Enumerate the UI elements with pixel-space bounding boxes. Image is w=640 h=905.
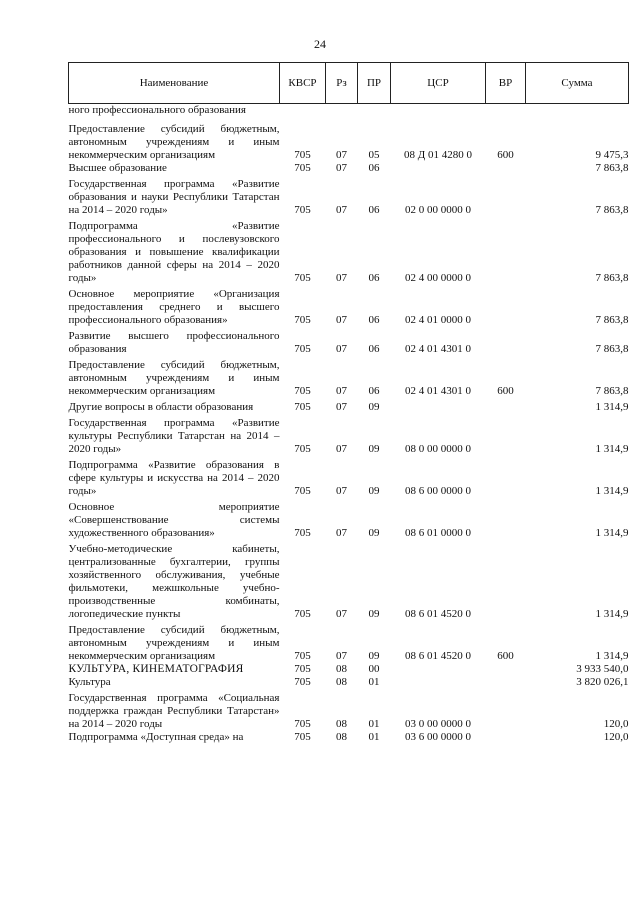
cell-csr: 03 6 00 0000 0 <box>405 731 471 743</box>
cell-rz: 07 <box>336 527 347 539</box>
cell-name: Подпрограмма «Развитие образования в сфере культуры и искусства на 2014 – 2020 годы» <box>68 459 280 497</box>
cell-pr: 06 <box>368 204 380 216</box>
cell-name: Предоставление субсидий бюджетным, автономным учреждениям и иным некоммерческим организациям <box>68 624 280 662</box>
cell-vr <box>486 175 526 217</box>
cell-kvsr: 705 <box>294 149 311 161</box>
table-row <box>69 398 629 414</box>
cell-rz: 07 <box>336 443 347 455</box>
cell-kvsr: 705 <box>294 385 311 397</box>
cell-rz: 07 <box>336 485 347 497</box>
table-row <box>69 104 629 118</box>
cell-rz: 08 <box>336 731 347 743</box>
cell-vr <box>486 414 526 456</box>
cell-sum: 7 863,8 <box>595 162 629 174</box>
table-row <box>69 414 629 456</box>
cell-sum: 1 314,9 <box>595 527 629 539</box>
cell-name: Развитие высшего профессионального образования <box>68 330 280 355</box>
table-row <box>69 676 629 689</box>
cell-pr: 09 <box>368 401 380 413</box>
cell-sum: 7 863,8 <box>595 204 629 216</box>
cell-sum: 1 314,9 <box>595 608 629 620</box>
cell-vr <box>486 104 526 118</box>
cell-name: КУЛЬТУРА, КИНЕМАТОГРАФИЯ <box>68 663 244 675</box>
cell-kvsr: 705 <box>294 443 311 455</box>
cell-vr <box>486 217 526 285</box>
cell-rz: 07 <box>336 272 347 284</box>
cell-kvsr: 705 <box>294 527 311 539</box>
cell-name: Культура <box>68 676 111 688</box>
cell-sum: 7 863,8 <box>595 314 629 326</box>
cell-pr: 09 <box>368 443 380 455</box>
cell-kvsr: 705 <box>294 608 311 620</box>
cell-vr: 600 <box>497 385 514 397</box>
cell-sum: 3 933 540,0 <box>576 663 629 675</box>
cell-csr <box>391 104 486 118</box>
cell-rz: 08 <box>336 718 347 730</box>
cell-sum: 9 475,3 <box>595 149 629 161</box>
cell-csr: 02 4 01 0000 0 <box>405 314 471 326</box>
table-row <box>69 663 629 676</box>
cell-name: Учебно-методические кабинеты, централизованные бухгалтерии, группы хозяйственного обслуживания, учебные фильмотеки, межшкольные учебно-производственные комбинаты, логопедические пункты <box>68 543 280 620</box>
cell-pr: 09 <box>368 608 380 620</box>
cell-pr <box>358 104 391 118</box>
cell-name: Подпрограмма «Доступная среда» на <box>68 731 244 743</box>
cell-pr: 01 <box>368 718 380 730</box>
cell-rz: 07 <box>336 650 347 662</box>
table-row <box>69 162 629 175</box>
cell-vr <box>486 540 526 621</box>
cell-kvsr: 705 <box>294 204 311 216</box>
cell-csr: 08 6 01 0000 0 <box>405 527 471 539</box>
cell-pr: 06 <box>368 314 380 326</box>
table-body <box>69 104 629 745</box>
cell-name: Предоставление субсидий бюджетным, автономным учреждениям и иным некоммерческим организациям <box>68 123 280 161</box>
cell-csr <box>391 676 486 689</box>
cell-rz: 07 <box>336 162 347 174</box>
cell-pr: 06 <box>368 272 380 284</box>
cell-sum: 1 314,9 <box>595 650 629 662</box>
cell-name: Высшее образование <box>68 162 167 174</box>
cell-vr <box>486 398 526 414</box>
header-rz: Рз <box>326 63 358 104</box>
cell-pr: 01 <box>368 731 380 743</box>
cell-kvsr: 705 <box>294 485 311 497</box>
cell-csr: 03 0 00 0000 0 <box>405 718 471 730</box>
cell-vr <box>486 285 526 327</box>
cell-csr: 02 4 01 4301 0 <box>405 385 471 397</box>
cell-sum: 3 820 026,1 <box>576 676 629 688</box>
cell-vr <box>486 162 526 175</box>
cell-pr: 09 <box>368 527 380 539</box>
header-sum: Сумма <box>526 63 629 104</box>
cell-sum: 1 314,9 <box>595 485 629 497</box>
table-row <box>69 540 629 621</box>
cell-name: Предоставление субсидий бюджетным, автономным учреждениям и иным некоммерческим организациям <box>68 359 280 397</box>
cell-csr: 02 4 01 4301 0 <box>405 343 471 355</box>
header-csr: ЦСР <box>391 63 486 104</box>
cell-pr: 06 <box>368 385 380 397</box>
cell-pr: 09 <box>368 650 380 662</box>
cell-vr <box>486 689 526 731</box>
cell-csr: 08 6 01 4520 0 <box>405 650 471 662</box>
cell-sum: 1 314,9 <box>595 401 629 413</box>
header-kvsr: КВСР <box>280 63 326 104</box>
table-row <box>69 327 629 356</box>
table-row <box>69 217 629 285</box>
header-name: Наименование <box>69 63 280 104</box>
cell-name: Основное мероприятие «Совершенствование системы художественного образования» <box>68 501 280 539</box>
table-header <box>69 63 629 104</box>
cell-sum: 7 863,8 <box>595 343 629 355</box>
cell-vr <box>486 456 526 498</box>
cell-vr <box>486 731 526 744</box>
cell-name: Государственная программа «Развитие образования и науки Республики Татарстан на 2014 – 2020 годы» <box>68 178 280 216</box>
cell-sum: 120,0 <box>603 731 629 743</box>
cell-rz <box>326 104 358 118</box>
cell-pr: 01 <box>368 676 380 688</box>
header-vr: ВР <box>486 63 526 104</box>
cell-csr: 02 0 00 0000 0 <box>405 204 471 216</box>
cell-csr: 02 4 00 0000 0 <box>405 272 471 284</box>
cell-sum: 7 863,8 <box>595 385 629 397</box>
cell-csr <box>391 663 486 676</box>
cell-kvsr: 705 <box>294 676 311 688</box>
cell-pr: 00 <box>368 663 380 675</box>
cell-name: ного профессионального образования <box>68 104 246 116</box>
cell-csr <box>391 162 486 175</box>
cell-vr: 600 <box>497 149 514 161</box>
cell-kvsr: 705 <box>294 272 311 284</box>
cell-pr: 09 <box>368 485 380 497</box>
cell-sum: 1 314,9 <box>595 443 629 455</box>
cell-kvsr: 705 <box>294 314 311 326</box>
cell-name: Основное мероприятие «Организация предоставления среднего и высшего профессионального образования» <box>68 288 280 326</box>
header-pr: ПР <box>358 63 391 104</box>
cell-rz: 07 <box>336 314 347 326</box>
cell-rz: 07 <box>336 149 347 161</box>
cell-kvsr: 705 <box>294 162 311 174</box>
budget-table <box>68 62 629 744</box>
cell-name: Другие вопросы в области образования <box>68 401 254 413</box>
cell-kvsr: 705 <box>294 731 311 743</box>
cell-pr: 05 <box>368 149 380 161</box>
table-row <box>69 356 629 398</box>
cell-sum: 120,0 <box>603 718 629 730</box>
cell-csr <box>391 398 486 414</box>
table-row <box>69 285 629 327</box>
cell-vr <box>486 676 526 689</box>
table-row <box>69 689 629 731</box>
cell-csr: 08 6 00 0000 0 <box>405 485 471 497</box>
cell-sum: 7 863,8 <box>595 272 629 284</box>
cell-kvsr <box>280 104 326 118</box>
cell-rz: 07 <box>336 343 347 355</box>
cell-vr <box>486 498 526 540</box>
cell-kvsr: 705 <box>294 401 311 413</box>
cell-rz: 07 <box>336 204 347 216</box>
cell-name: Подпрограмма «Развитие профессионального и послевузовского образования и повышение квалификации работников данной сферы на 2014 – 2020 годы» <box>68 220 280 284</box>
cell-kvsr: 705 <box>294 650 311 662</box>
page-number: 24 <box>314 37 326 51</box>
cell-rz: 07 <box>336 401 347 413</box>
cell-rz: 07 <box>336 385 347 397</box>
cell-csr: 08 6 01 4520 0 <box>405 608 471 620</box>
cell-csr: 08 0 00 0000 0 <box>405 443 471 455</box>
table-row <box>69 117 629 162</box>
cell-csr: 08 Д 01 4280 0 <box>403 149 472 161</box>
table-row <box>69 456 629 498</box>
cell-kvsr: 705 <box>294 663 311 675</box>
table-row <box>69 498 629 540</box>
cell-vr <box>486 663 526 676</box>
cell-kvsr: 705 <box>294 343 311 355</box>
cell-rz: 08 <box>336 663 347 675</box>
cell-kvsr: 705 <box>294 718 311 730</box>
cell-pr: 06 <box>368 162 380 174</box>
cell-name: Государственная программа «Развитие культуры Республики Татарстан на 2014 – 2020 годы» <box>68 417 280 455</box>
cell-rz: 07 <box>336 608 347 620</box>
cell-pr: 06 <box>368 343 380 355</box>
cell-rz: 08 <box>336 676 347 688</box>
table-row <box>69 731 629 744</box>
table-row <box>69 621 629 663</box>
cell-vr: 600 <box>497 650 514 662</box>
cell-sum <box>526 104 629 118</box>
cell-name: Государственная программа «Социальная поддержка граждан Республики Татарстан» на 2014 – 2020 годы <box>68 692 280 730</box>
cell-vr <box>486 327 526 356</box>
table-row <box>69 175 629 217</box>
